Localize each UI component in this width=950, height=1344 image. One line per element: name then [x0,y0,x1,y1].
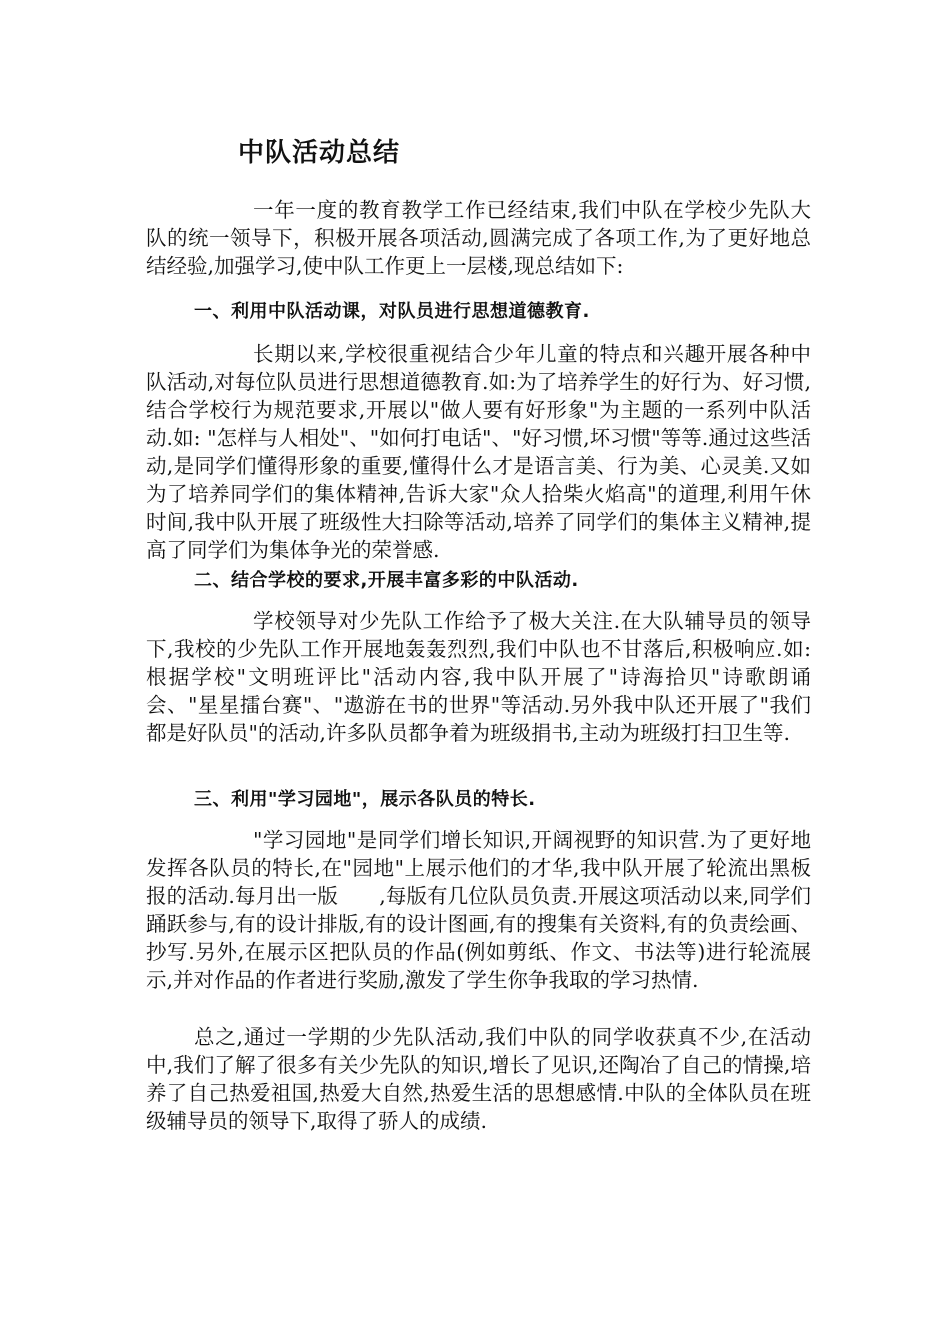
document-title: 中队活动总结 [238,138,401,168]
section-2-body: 学校领导对少先队工作给予了极大关注.在大队辅导员的领导下,我校的少先队工作开展地轰轰烈烈,我们中队也不甘落后,积极响应.如:根据学校"文明班评比"活动内容,我中队开展了"诗海拾贝"诗歌朗诵会、"星星擂台赛"、"遨游在书的世界"等活动.另外我中队还开展了"我们都是好队员"的活动,许多队员都争着为班级捐书,主动为班级打扫卫生等. [146,609,811,745]
section-2-heading: 二、结合学校的要求,开展丰富多彩的中队活动. [194,570,579,591]
section-3-body: "学习园地"是同学们增长知识,开阔视野的知识营.为了更好地发挥各队员的特长,在"园地"上展示他们的才华,我中队开展了轮流出黑板报的活动.每月出一版 ,每版有几位队员负责.开展这项活动以来,同学们踊跃参与,有的设计排版,有的设计图画,有的搜集有关资料,有的负责绘画、抄写.另外,在展示区把队员的作品(例如剪纸、作文、书法等)进行轮流展示,并对作品的作者进行奖励,激发了学生你争我取的学习热情. [146,828,811,992]
section-1-heading: 一、利用中队活动课，对队员进行思想道德教育. [194,301,590,322]
section-3-heading: 三、利用"学习园地"，展示各队员的特长. [194,789,536,810]
intro-paragraph: 一年一度的教育教学工作已经结束,我们中队在学校少先队大队的统一领导下，积极开展各项活动,圆满完成了各项工作,为了更好地总结经验,加强学习,使中队工作更上一层楼,现总结如下: [146,198,811,278]
section-1-body: 长期以来,学校很重视结合少年儿童的特点和兴趣开展各种中队活动,对每位队员进行思想道德教育.如:为了培养学生的好行为、好习惯,结合学校行为规范要求,开展以"做人要有好形象"为主题的一系列中队活动.如: "怎样与人相处"、"如何打电话"、"好习惯,坏习惯"等等.通过这些活动,是同学们懂得形象的重要,懂得什么才是语言美、行为美、心灵美.又如为了培养同学们的集体精神,告诉大家"众人拾柴火焰高"的道理,利用午休时间,我中队开展了班级性大扫除等活动,培养了同学们的集体主义精神,提高了同学们为集体争光的荣誉感. [146,342,811,562]
conclusion-paragraph: 总之,通过一学期的少先队活动,我们中队的同学收获真不少,在活动中,我们了解了很多有关少先队的知识,增长了见识,还陶冶了自己的情操,培养了自己热爱祖国,热爱大自然,热爱生活的思想感情.中队的全体队员在班级辅导员的领导下,取得了骄人的成绩. [146,1025,811,1133]
